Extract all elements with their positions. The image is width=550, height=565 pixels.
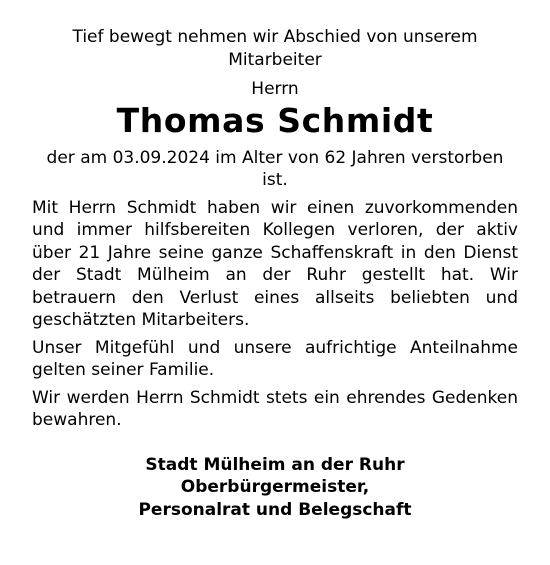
signature-line-staff: Personalrat und Belegschaft <box>138 499 412 520</box>
intro-text: Tief bewegt nehmen wir Abschied von unserem Mitarbeiter <box>72 27 478 70</box>
remembrance-paragraph: Wir werden Herrn Schmidt stets ein ehrendes Gedenken bewahren. <box>32 387 518 430</box>
condolence-paragraph: Unser Mitgefühl und unsere aufrichtige Anteilnahme gelten seiner Familie. <box>32 337 518 380</box>
death-statement: der am 03.09.2024 im Alter von 62 Jahren verstorben ist. <box>46 147 504 190</box>
tribute-paragraph: Mit Herrn Schmidt haben wir einen zuvorkommenden und immer hilfsbereiten Kollegen verloren, der aktiv über 21 Jahre seine ganze Schaffenskraft in den Dienst der Stadt Mülheim an der Ruhr gestellt hat. Wir betrauern den Verlust eines allseits beliebten und geschätzten Mitarbeiters. <box>32 197 518 330</box>
deceased-name: Thomas Schmidt <box>116 100 434 140</box>
signature-line-city: Stadt Mülheim an der Ruhr <box>145 454 405 475</box>
signature-block <box>32 454 518 522</box>
signature-line-mayor: Oberbürgermeister, <box>180 477 370 497</box>
salutation: Herrn <box>251 79 299 99</box>
obituary-notice <box>32 26 518 521</box>
